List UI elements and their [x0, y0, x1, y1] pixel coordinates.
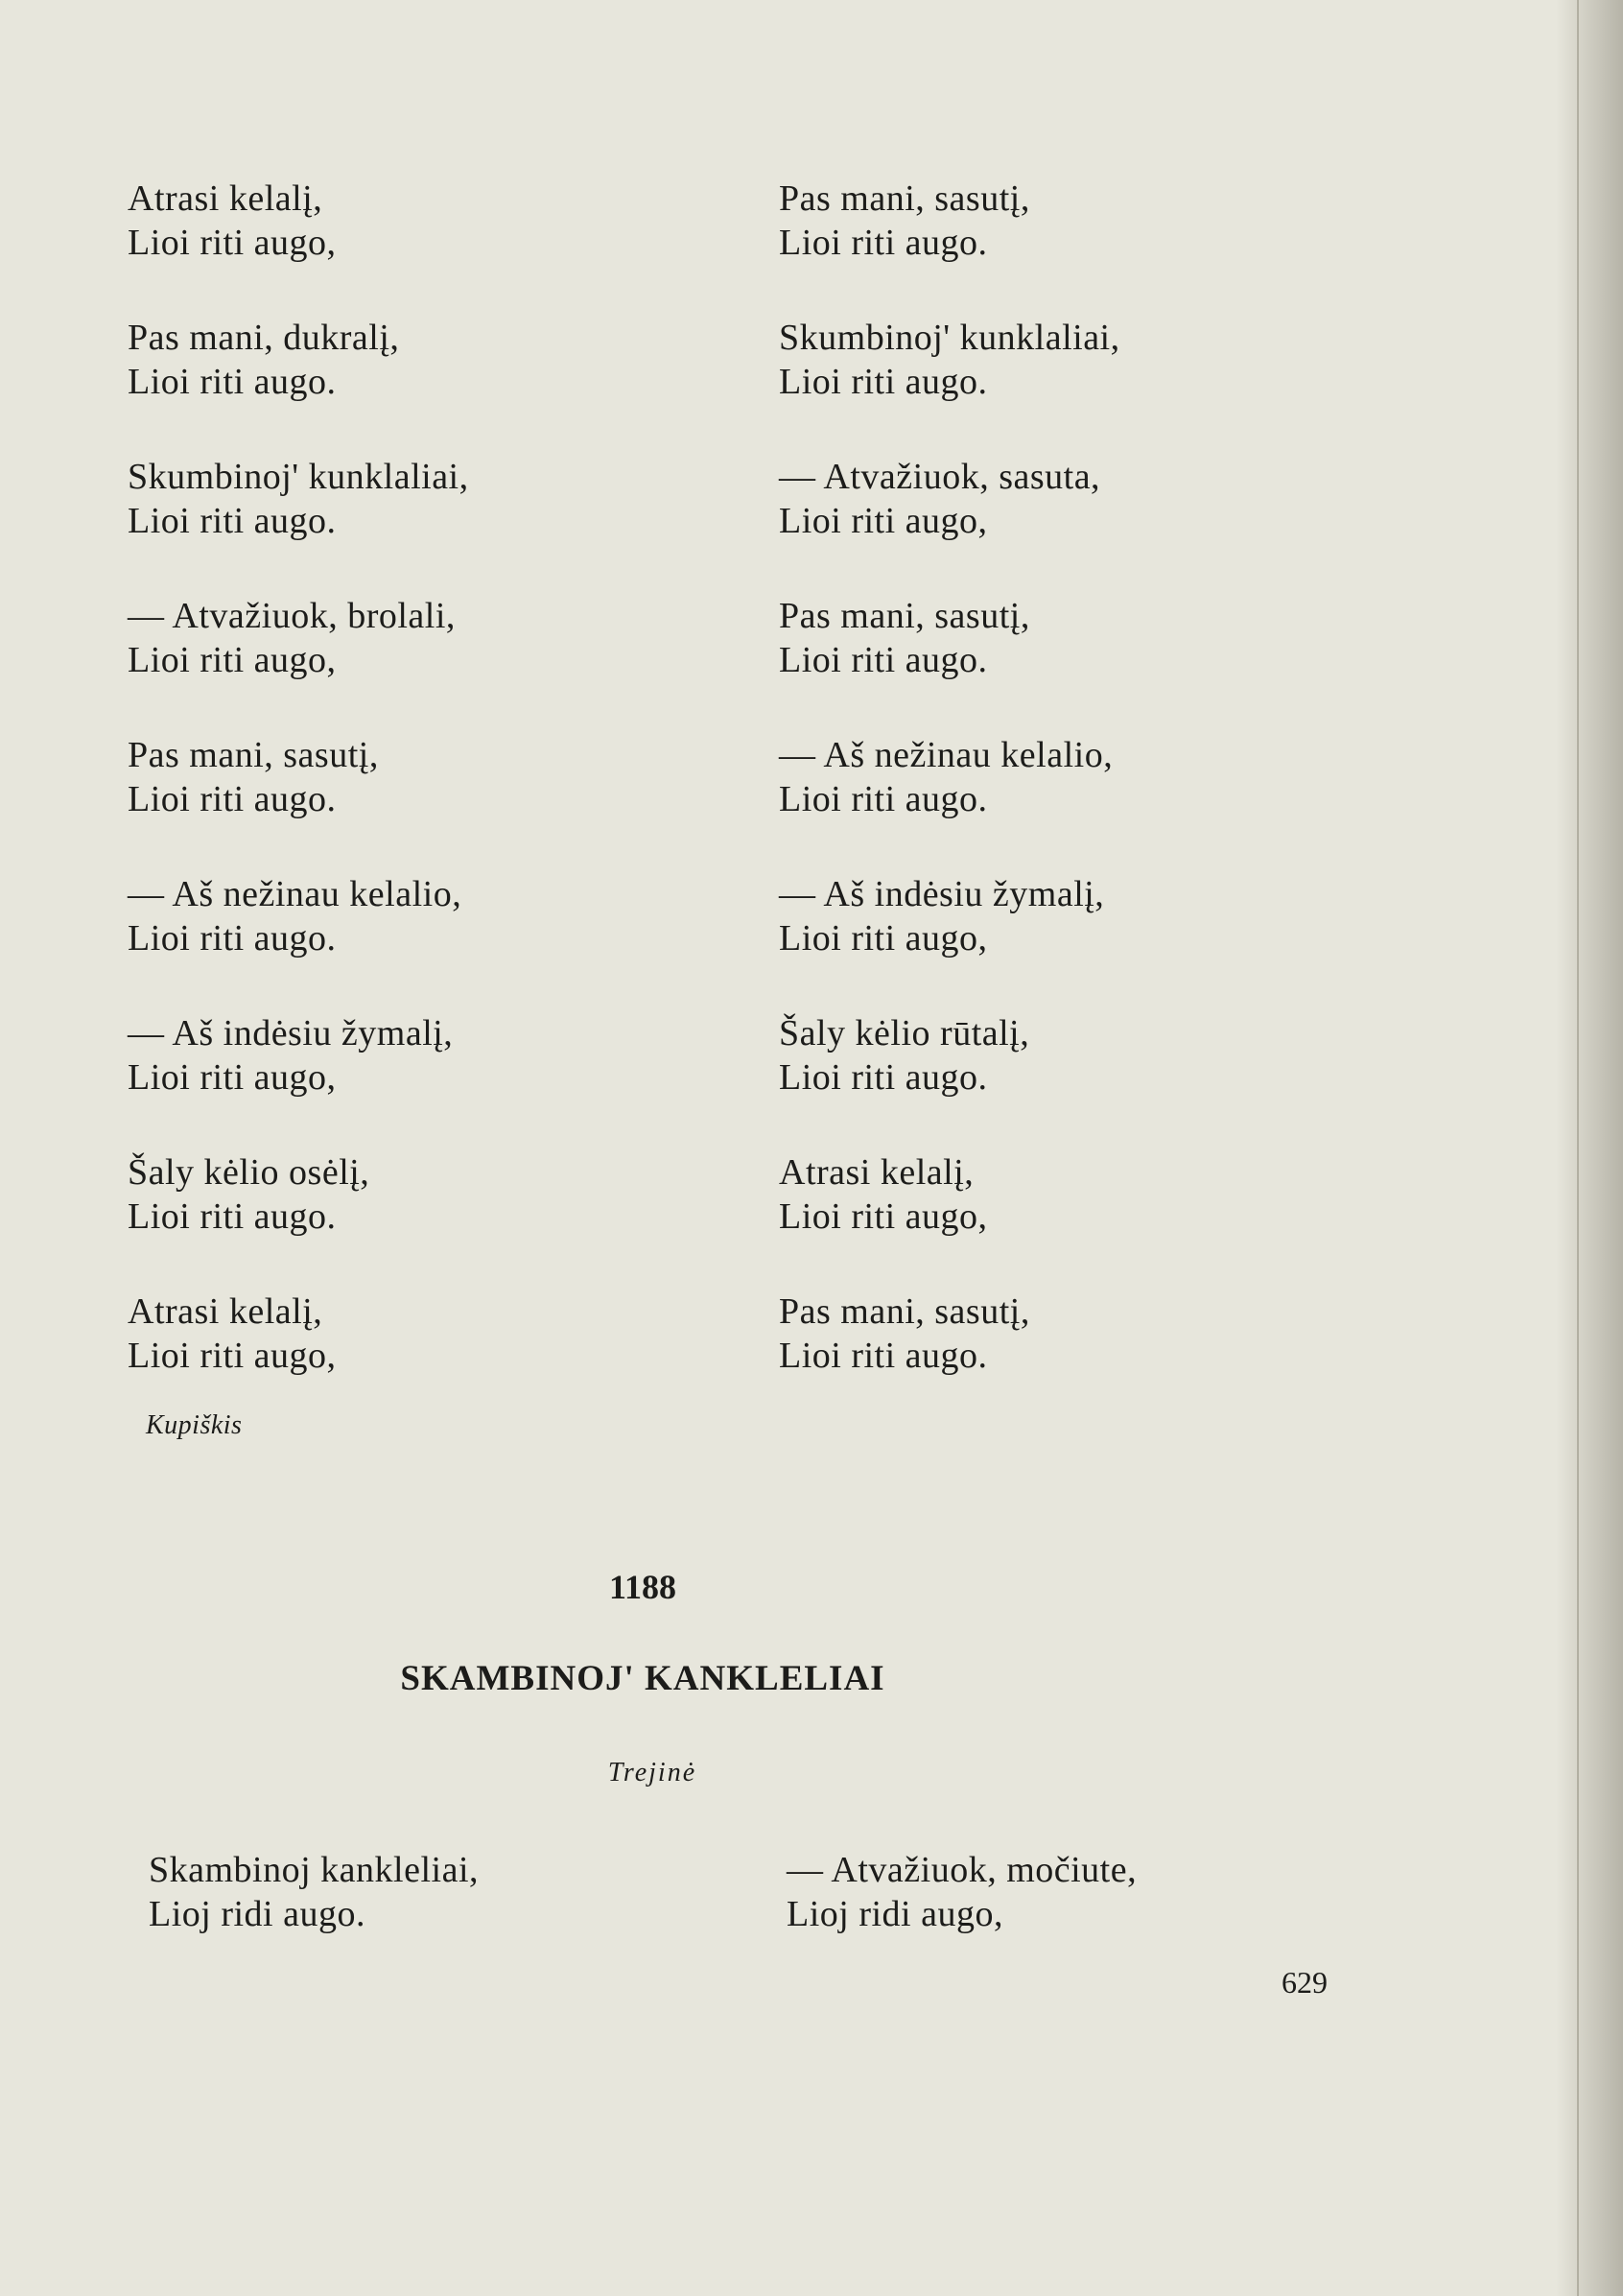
refrain-line: Lioi riti augo, [128, 1057, 337, 1098]
stanza [128, 1150, 626, 1239]
song-location: Kupiškis [146, 1410, 243, 1440]
refrain-line: Lioi riti augo. [128, 918, 337, 959]
refrain-line: Lioi riti augo. [779, 1057, 988, 1098]
bottom-right-column [787, 1848, 1324, 1987]
stanza [779, 594, 1316, 682]
refrain-line: Lioi riti augo. [779, 223, 988, 263]
verse-line: Skambinoj kankleliai, [149, 1850, 480, 1890]
stanza [779, 316, 1316, 404]
song-title: SKAMBINOJ' KANKLELIAI [400, 1659, 885, 1698]
stanza [779, 1150, 1316, 1239]
song-subtitle: Trejinė [607, 1758, 697, 1787]
verse-line: Atrasi kelalį, [128, 178, 323, 219]
stanza [779, 872, 1316, 960]
verse-line: — Aš indėsiu žymalį, [128, 1013, 454, 1053]
refrain-line: Lioi riti augo, [128, 1336, 337, 1376]
refrain-line: Lioi riti augo. [128, 1196, 337, 1237]
refrain-line: Lioi riti augo, [779, 918, 988, 959]
stanza [128, 733, 626, 821]
top-right-column [779, 177, 1316, 1429]
verse-line: — Aš nežinau kelalio, [779, 735, 1114, 775]
song-number: 1188 [608, 1568, 676, 1606]
stanza [779, 177, 1316, 265]
bottom-left-column [149, 1848, 647, 1987]
verse-line: — Atvažiuok, brolali, [128, 596, 456, 636]
refrain-line: Lioi riti augo. [779, 640, 988, 680]
stanza [128, 455, 626, 543]
verse-line: Skumbinoj' kunklaliai, [779, 318, 1120, 358]
stanza [779, 1011, 1316, 1100]
verse-line: Šaly kėlio osėlį, [128, 1152, 370, 1193]
verse-line: Pas mani, sasutį, [128, 735, 379, 775]
page-edge-line [1577, 0, 1579, 2296]
stanza [128, 872, 626, 960]
page-edge-shadow [1556, 0, 1623, 2296]
stanza [128, 177, 626, 265]
verse-line: Atrasi kelalį, [128, 1291, 323, 1332]
refrain-line: Lioi riti augo. [128, 501, 337, 541]
refrain-line: Lioi riti augo. [779, 362, 988, 402]
stanza [779, 455, 1316, 543]
page-number: 629 [1282, 1965, 1328, 2000]
verse-line: Šaly kėlio rūtalį, [779, 1013, 1030, 1053]
verse-line: — Aš nežinau kelalio, [128, 874, 462, 914]
refrain-line: Lioi riti augo, [128, 640, 337, 680]
stanza [128, 594, 626, 682]
refrain-line: Lioi riti augo. [128, 362, 337, 402]
refrain-line: Lioi riti augo, [779, 501, 988, 541]
stanza [787, 1848, 1324, 1936]
top-left-column [128, 177, 626, 1429]
verse-line: — Aš indėsiu žymalį, [779, 874, 1105, 914]
verse-line: Pas mani, sasutį, [779, 178, 1030, 219]
stanza [128, 1011, 626, 1100]
refrain-line: Lioi riti augo. [128, 779, 337, 819]
verse-line: Atrasi kelalį, [779, 1152, 975, 1193]
stanza [779, 1290, 1316, 1378]
stanza [779, 733, 1316, 821]
verse-line: — Atvažiuok, sasuta, [779, 457, 1101, 497]
verse-line: — Atvažiuok, močiute, [787, 1850, 1138, 1890]
verse-line: Pas mani, sasutį, [779, 596, 1030, 636]
refrain-line: Lioi riti augo. [779, 779, 988, 819]
refrain-line: Lioi riti augo, [779, 1196, 988, 1237]
stanza [128, 316, 626, 404]
stanza [149, 1848, 647, 1936]
verse-line: Skumbinoj' kunklaliai, [128, 457, 469, 497]
refrain-line: Lioj ridi augo. [149, 1894, 365, 1934]
verse-line: Pas mani, dukralį, [128, 318, 400, 358]
stanza [128, 1290, 626, 1378]
verse-line: Pas mani, sasutį, [779, 1291, 1030, 1332]
refrain-line: Lioi riti augo, [128, 223, 337, 263]
refrain-line: Lioi riti augo. [779, 1336, 988, 1376]
refrain-line: Lioj ridi augo, [787, 1894, 1003, 1934]
